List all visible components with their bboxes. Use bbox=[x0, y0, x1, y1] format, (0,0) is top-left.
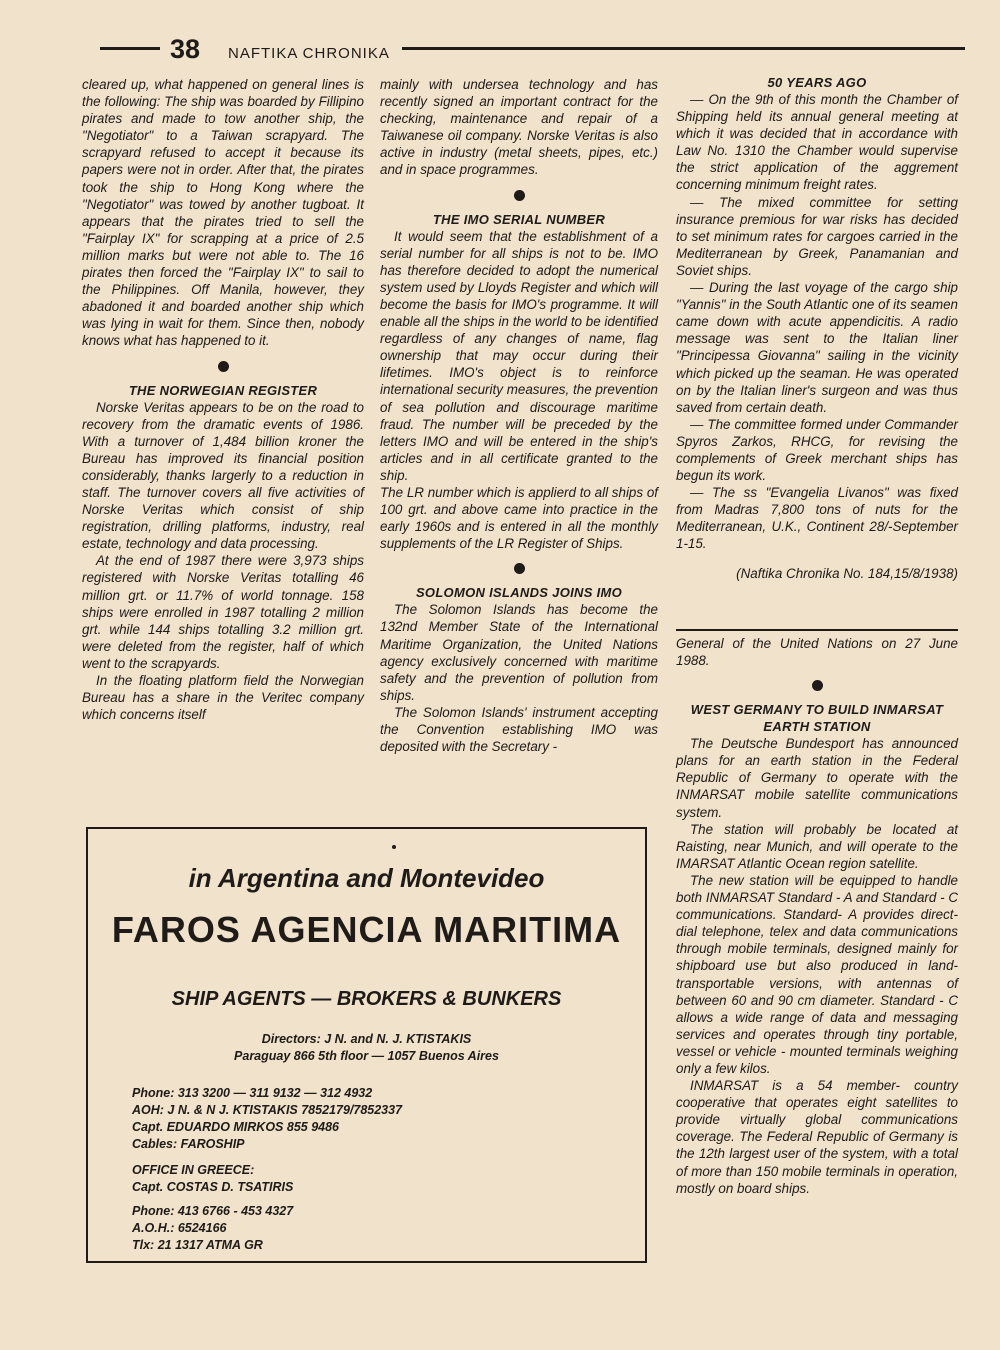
ad-services: SHIP AGENTS — BROKERS & BUNKERS bbox=[171, 988, 562, 1010]
col3-paragraph-7: The Deutsche Bundesport has announced plans for an earth station in the Federal Republic of Germany to operate with the INMARSAT mobile satellite communications system. bbox=[676, 736, 958, 820]
col2-paragraph-3: The LR number which is applierd to all ships of 100 grt. and above came into practice in the early 1960s and is entered in all the monthly supplements of the LR Register of Ships. bbox=[380, 484, 658, 552]
col2-paragraph-1: mainly with undersea technology and has recently signed an important contract for the checking, maintenance and repair of a Taiwanese oil company. Norske Veritas is also active in industry (metal sheets, pipes, etc.) and in space programmes. bbox=[380, 77, 658, 178]
ad-directors-block bbox=[88, 1031, 645, 1065]
column-3-top bbox=[676, 74, 958, 582]
col2-paragraph-2: It would seem that the establishment of a serial number for all ships is not to be. IMO has therefore decided to adopt the numerical system used by Lloyds Register and which will become the basis for IMO's programme. It will enable all the ships in the world to be identified regardless of any changes of name, flag ownership that may occur during their lifetimes. IMO's object is to reinforce international security measures, the prevention of sea pollution and discourage maritime fraud. The number will be preceded by the letters IMO and will be entered in the ship's articles and in all certificate granted to the ship. bbox=[380, 228, 658, 483]
bullet-dot bbox=[514, 563, 525, 574]
print-mark bbox=[392, 845, 396, 849]
column-3-bottom bbox=[676, 635, 958, 1197]
ad-greece-captain: Capt. COSTAS D. TSATIRIS bbox=[132, 1180, 294, 1194]
heading-west-germany-inmarsat: WEST GERMANY TO BUILD INMARSAT EARTH STATION bbox=[690, 702, 944, 735]
source-credit: (Naftika Chronika No. 184,15/8/1938) bbox=[736, 565, 958, 581]
heading-norwegian-register: THE NORWEGIAN REGISTER bbox=[128, 382, 318, 398]
col3-paragraph-1: — On the 9th of this month the Chamber of Shipping held its annual general meeting at which it was decided that in accordance with Law No. 1310 the Chamber would supervise the strict application of the aggrement concerning minimum freight rates. bbox=[676, 92, 958, 193]
ad-company-name: FAROS AGENCIA MARITIMA bbox=[111, 909, 622, 950]
advertisement-box bbox=[86, 827, 647, 1263]
col3-paragraph-8: The station will probably be located at Raisting, near Munich, and will operate to the IMARSAT Atlantic Ocean region satellite. bbox=[676, 821, 958, 871]
section-divider bbox=[676, 629, 958, 631]
publication-name: NAFTIKA CHRONIKA bbox=[228, 45, 390, 62]
ad-address: Paraguay 866 5th floor — 1057 Buenos Aires bbox=[234, 1049, 499, 1063]
col3-paragraph-4: — The committee formed under Commander Spyros Zarkos, RHCG, for revising the complements of Greek merchant ships has begun its work. bbox=[676, 416, 958, 484]
heading-imo-serial-number: THE IMO SERIAL NUMBER bbox=[432, 211, 606, 227]
col3-paragraph-9: The new station will be equipped to handle both INMARSAT Standard - A and Standard - C communications. Standard- A provides direct-dial telephone, telex and data communications through mobile terminals, designed mainly for shipboard use but also produced in land-transportable versions, with antennas of between 60 and 90 cm diameter. Standard - C allows a wide range of data and messaging services and operates through tiny portable, vessel or vehicle - mounted terminals weighing only a few kilos. bbox=[676, 872, 958, 1076]
ad-greece-heading: OFFICE IN GREECE: bbox=[132, 1163, 255, 1177]
page-number: 38 bbox=[170, 34, 201, 64]
ad-aoh: AOH: J N. & N J. KTISTAKIS 7852179/7852337 bbox=[132, 1103, 403, 1117]
col1-paragraph-1: cleared up, what happened on general lines is the following: The ship was boarded by Fillipino pirates and made to tow another ship, the "Negotiator" to a Taiwan scrapyard. The scrapyard refused to accept it because its papers were not in order. After that, the pirates took the ship to Hong Kong where the "Negotiator" was towed by another tugboat. It appears that the pirates tried to sell the "Fairplay IX" for scrapping at a price of 2.5 million marks but were not able to. The 16 pirates then forced the "Fairplay IX" to sail to the Philippines. Off Manila, however, they abadoned it and boarded another ship which was lying in wait for them. Since then, nobody knows what has happened to it. bbox=[82, 77, 364, 349]
ad-captain: Capt. EDUARDO MIRKOS 855 9486 bbox=[132, 1120, 340, 1134]
col1-paragraph-4: In the floating platform field the Norwegian Bureau has a share in the Veritec company which concerns itself bbox=[82, 673, 364, 723]
header-rule-right bbox=[402, 47, 965, 50]
column-1 bbox=[82, 76, 364, 723]
bullet-dot bbox=[812, 680, 823, 691]
ad-directors: Directors: J N. and N. J. KTISTAKIS bbox=[261, 1032, 472, 1046]
ad-phone: Phone: 313 3200 — 311 9132 — 312 4932 bbox=[132, 1086, 373, 1100]
col3-paragraph-10: INMARSAT is a 54 member- country cooperative that operates eight satellites to provide virtually global communications coverage. The Federal Republic of Germany is the 12th largest user of the system, with a total of more than 150 mobile terminals in operation, mostly on board ships. bbox=[676, 1078, 958, 1196]
col1-paragraph-2: Norske Veritas appears to be on the road to recovery from the dramatic events of 1986. With a turnover of 1,484 billion kroner the Bureau has improved its financial position considerably, thanks largerly to a reduction in staff. The turnover covers all five activities of Norske Veritas which consist of ship registration, drilling platforms, industry, real estate, technology and data processing. bbox=[82, 399, 364, 552]
ad-greece-phone: Phone: 413 6766 - 453 4327 bbox=[132, 1204, 294, 1218]
col2-paragraph-4: The Solomon Islands has become the 132nd Member State of the International Maritime Organization, the United Nations agency exclusively concerned with maritime safety and the prevention of pollution from ships. bbox=[380, 602, 658, 703]
heading-solomon-islands: SOLOMON ISLANDS JOINS IMO bbox=[415, 585, 623, 601]
col3-paragraph-2: — The mixed committee for setting insurance premious for war risks has decided to set minimum rates for cargoes carried in the Mediterranean by Greek, Panamanian and Soviet ships. bbox=[676, 194, 958, 278]
heading-50-years-ago: 50 YEARS AGO bbox=[767, 75, 867, 90]
col3-paragraph-6: General of the United Nations on 27 June 1988. bbox=[676, 636, 958, 669]
bullet-dot bbox=[514, 190, 525, 201]
col3-paragraph-5: — The ss "Evangelia Livanos" was fixed from Madras 7,800 tons of nuts for the Mediterranean, U.K., Continent 28/-September 1-15. bbox=[676, 485, 958, 552]
col2-paragraph-5: The Solomon Islands' instrument accepting the Convention establishing IMO was deposited with the Secretary - bbox=[380, 704, 658, 755]
ad-cables: Cables: FAROSHIP bbox=[132, 1137, 245, 1151]
ad-contacts bbox=[132, 1085, 402, 1254]
header-rule-left bbox=[100, 47, 160, 50]
ad-greece-aoh: A.O.H.: 6524166 bbox=[132, 1221, 227, 1235]
column-2 bbox=[380, 76, 658, 755]
col3-paragraph-3: — During the last voyage of the cargo ship "Yannis" in the South Atlantic one of its seamen came down with acute appendicitis. A radio message was sent to the Italian liner "Principessa Giovanna" sailing in the vicinity which picked up the seaman. He was operated on by the Italian liner's surgeon and was thus saved from certain death. bbox=[676, 280, 958, 415]
col1-paragraph-3: At the end of 1987 there were 3,973 ships registered with Norske Veritas totalling 46 million grt. or 11.7% of world tonnage. 158 ships were enrolled in 1987 totalling 2 million grt. while 144 ships totalling 3.2 million grt. were deleted from the register, half of which went to the scrapyards. bbox=[82, 553, 364, 671]
ad-greece-telex: Tlx: 21 1317 ATMA GR bbox=[132, 1238, 263, 1252]
ad-tagline: in Argentina and Montevideo bbox=[188, 863, 545, 893]
bullet-dot bbox=[218, 361, 229, 372]
